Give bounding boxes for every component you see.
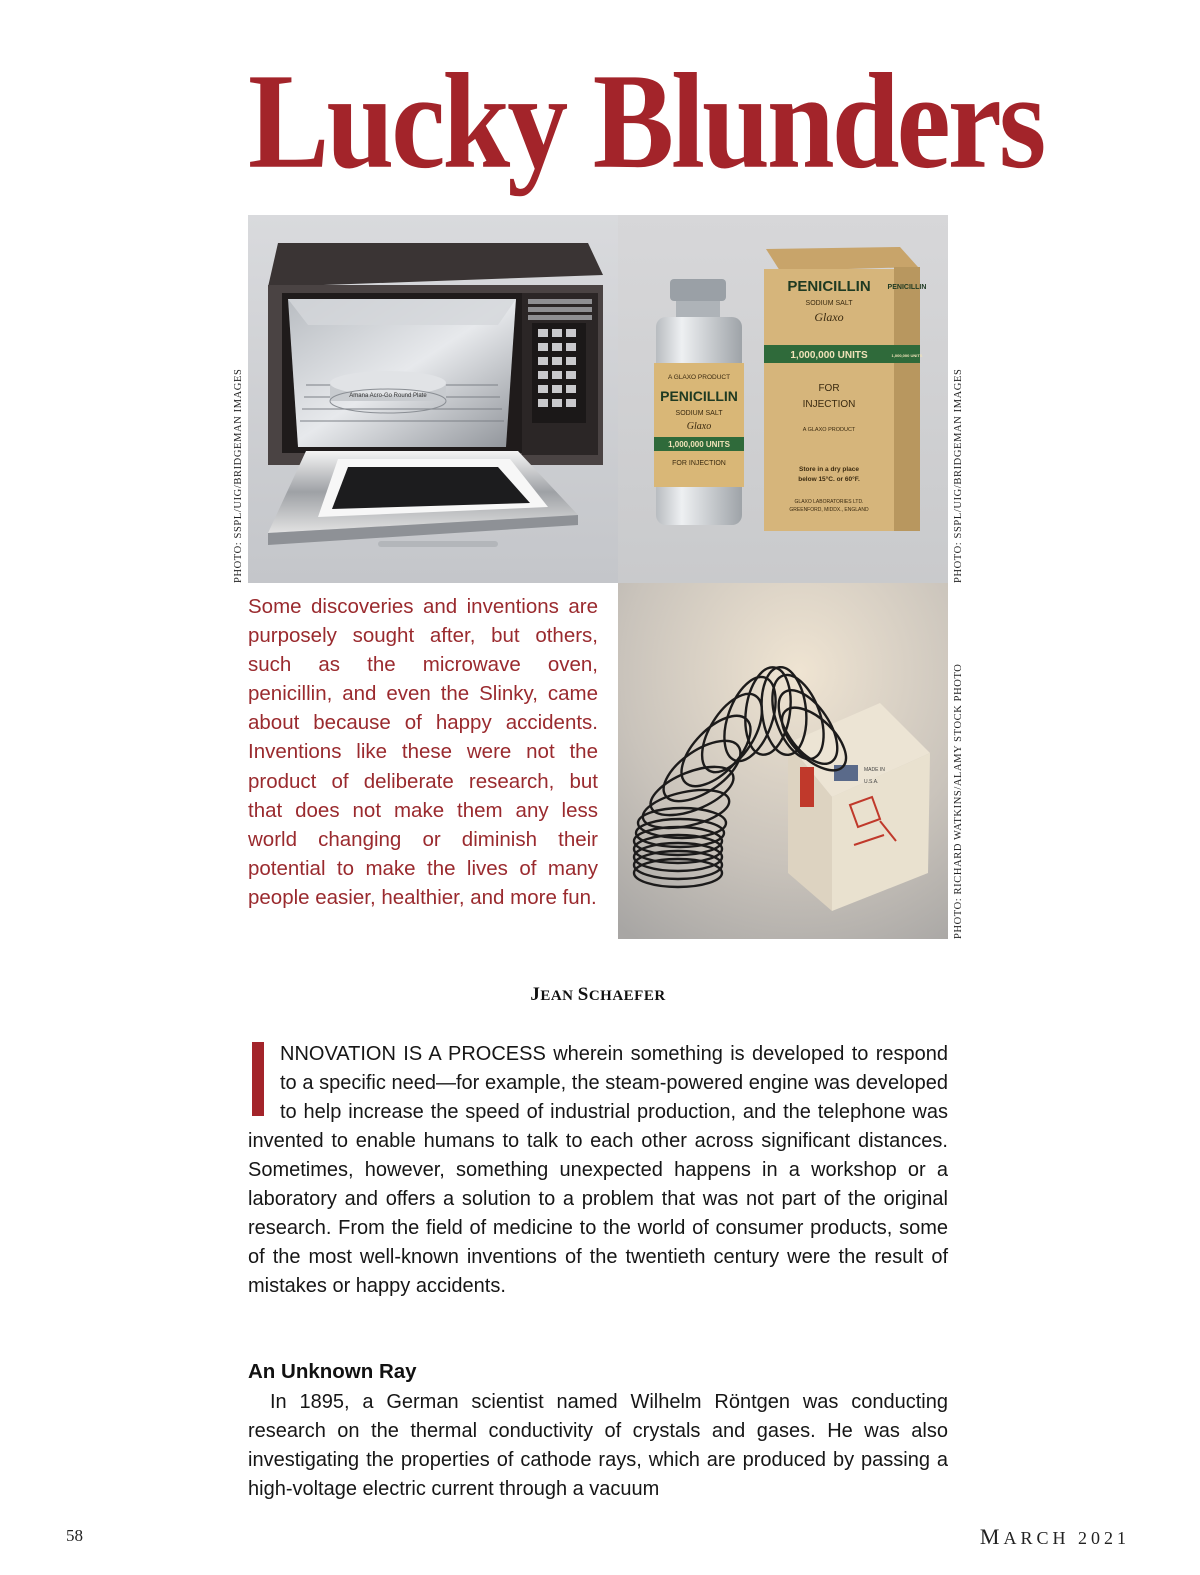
box-side-units: 1,000,000 UNITS: [891, 353, 923, 358]
slinky-photo: [618, 583, 948, 939]
section-paragraph: In 1895, a German scientist named Wilhelm Röntgen was conducting research on the thermal conductivity of crystals and gases. He was also investigating the properties of cathode rays, which are produced by passing a high-voltage electric current through a vacuum: [248, 1391, 948, 1500]
box-store-line2: below 15°C. or 60°F.: [798, 476, 860, 483]
slinky-photo-credit: PHOTO: RICHARD WATKINS/ALAMY STOCK PHOTO: [953, 663, 964, 939]
penicillin-photo-credit: PHOTO: SSPL/UIG/BRIDGEMAN IMAGES: [953, 368, 964, 583]
box-title: PENICILLIN: [787, 278, 871, 295]
slinky-box-usa: U.S.A.: [864, 779, 879, 785]
lead-text: wherein something is developed to respond to a specific need—for example, the steam-powered engine was developed to help increase the speed of industrial production, and the telephone was invented to enable humans to talk to each other across significant distances. Sometimes, however, something unexpected happens in a workshop or a laboratory and offers a solution to a problem that was not part of the original research. From the field of medicine to the world of consumer products, some of the most well-known inventions of the twentieth century were the result of mistakes or happy accidents.: [248, 1043, 949, 1297]
microwave-oven-photo: [248, 215, 618, 583]
lead-paragraph: [248, 1040, 948, 1301]
vial-subtitle: SODIUM SALT: [675, 410, 723, 417]
box-lab-line2: GREENFORD, MIDDX., ENGLAND: [789, 507, 869, 513]
box-lab-line1: GLAXO LABORATORIES LTD.: [794, 499, 864, 505]
vial-injection: FOR INJECTION: [672, 460, 726, 467]
box-injection: INJECTION: [802, 399, 856, 410]
vial-brand: Glaxo: [686, 421, 712, 432]
box-units: 1,000,000 UNITS: [790, 350, 868, 361]
issue-date: [980, 1524, 1130, 1550]
vial-title: PENICILLIN: [660, 388, 738, 404]
box-for: FOR: [818, 383, 840, 394]
penicillin-photo: [618, 215, 948, 583]
box-store-line1: Store in a dry place: [799, 466, 859, 473]
page-number: 58: [66, 1526, 83, 1545]
byline: [248, 984, 948, 1006]
microwave-photo-credit: PHOTO: SSPL/UIG/BRIDGEMAN IMAGES: [233, 368, 244, 583]
issue-year: 2021: [1078, 1528, 1130, 1548]
box-brand: Glaxo: [814, 310, 844, 324]
byline-first-initial: J: [530, 984, 541, 1005]
section-heading: An Unknown Ray: [248, 1360, 417, 1383]
turntable-label: Amana Acro-Go Round Plate: [349, 393, 427, 399]
box-product: A GLAXO PRODUCT: [802, 427, 856, 433]
box-side-title: PENICILLIN: [887, 284, 927, 291]
byline-last-rest: CHAEFER: [588, 988, 666, 1004]
vial-units: 1,000,000 UNITS: [668, 440, 730, 449]
drop-cap-bar: [252, 1042, 264, 1116]
vial-top-text: A GLAXO PRODUCT: [667, 374, 731, 381]
box-subtitle: SODIUM SALT: [805, 300, 853, 307]
intro-deck: Some discoveries and inventions are purposely sought after, but others, such as the microwave oven, penicillin, and even the Slinky, came about because of happy accidents. Inventions like these were not the product of deliberate research, but that does not make them any less world changing or diminish their potential to make the lives of many people easier, healthier, and more fun.: [248, 595, 598, 909]
byline-first-rest: EAN: [540, 988, 574, 1004]
article-title: Lucky Blunders: [248, 45, 1044, 198]
slinky-box-made: MADE IN: [864, 767, 885, 773]
lead-caps: NNOVATION IS A PROCESS: [280, 1043, 546, 1065]
byline-last-initial: S: [577, 984, 589, 1005]
issue-month-initial: M: [979, 1524, 1004, 1549]
issue-month-rest: ARCH: [1003, 1528, 1070, 1548]
